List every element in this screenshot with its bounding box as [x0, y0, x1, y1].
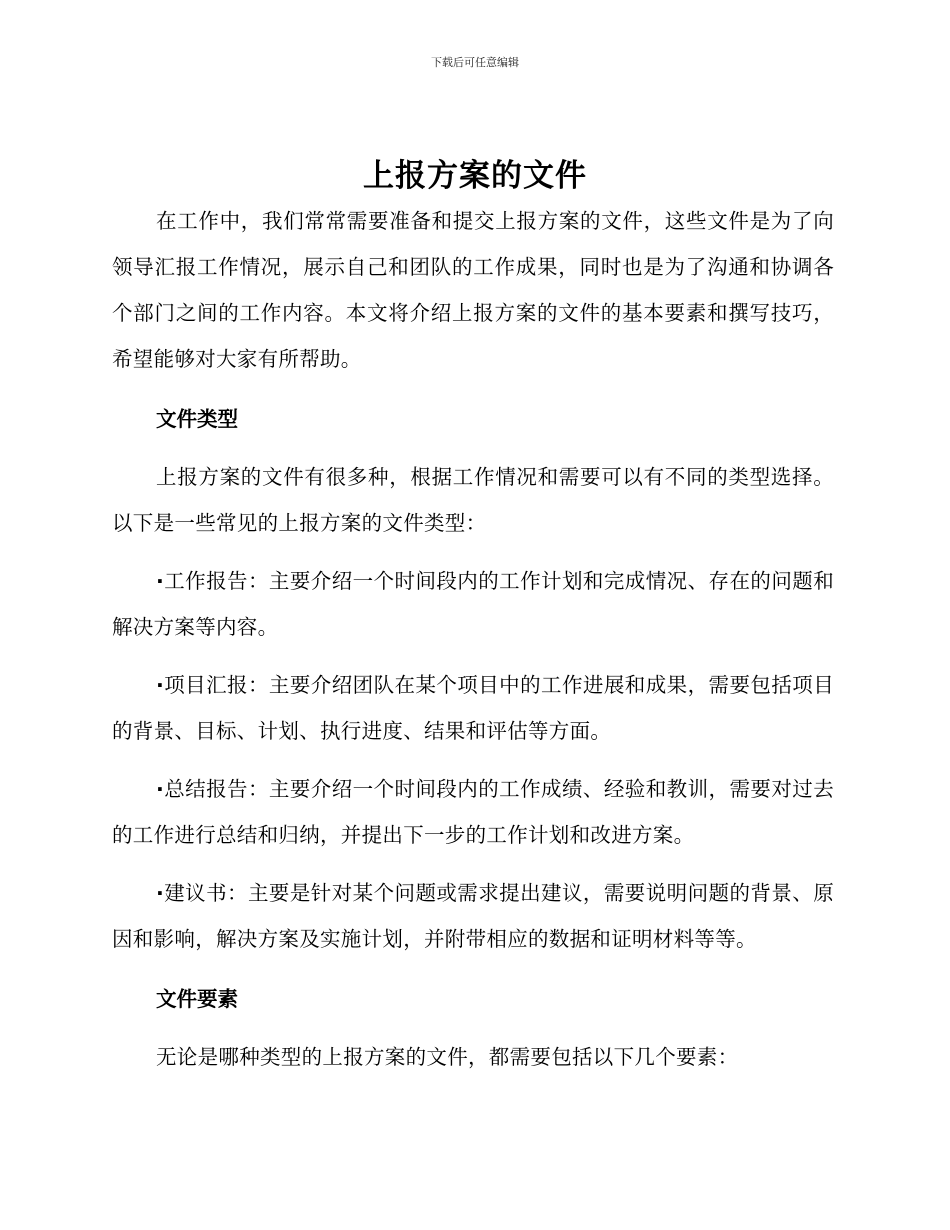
- list-item: [112, 870, 834, 962]
- file-elements-intro: 无论是哪种类型的上报方案的文件，都需要包括以下几个要素：: [156, 1045, 739, 1069]
- document-body: [112, 198, 834, 1080]
- section-heading-file-types: 文件类型: [156, 407, 238, 431]
- list-item-text: 项目汇报：主要介绍团队在某个项目中的工作进展和成果，需要包括项目的背景、目标、计划、执行进度、结果和评估等方面。: [112, 673, 834, 743]
- document-title: 上报方案的文件: [363, 158, 587, 194]
- list-item-text: 工作报告：主要介绍一个时间段内的工作计划和完成情况、存在的问题和解决方案等内容。: [112, 569, 834, 639]
- list-item: [112, 766, 834, 858]
- list-item-text: 建议书：主要是针对某个问题或需求提出建议，需要说明问题的背景、原因和影响，解决方案及实施计划，并附带相应的数据和证明材料等等。: [112, 881, 834, 951]
- bullet-icon: ·: [156, 881, 165, 905]
- list-item: [112, 662, 834, 754]
- intro-paragraph: 在工作中，我们常常需要准备和提交上报方案的文件，这些文件是为了向领导汇报工作情况，展示自己和团队的工作成果，同时也是为了沟通和协调各个部门之间的工作内容。本文将介绍上报方案的文件的基本要素和撰写技巧，希望能够对大家有所帮助。: [112, 209, 834, 371]
- bullet-icon: ·: [156, 569, 165, 593]
- bullet-icon: ·: [156, 777, 165, 801]
- section-heading-file-elements: 文件要素: [156, 987, 238, 1011]
- bullet-icon: ·: [156, 673, 165, 697]
- list-item-text: 总结报告：主要介绍一个时间段内的工作成绩、经验和教训，需要对过去的工作进行总结和归纳，并提出下一步的工作计划和改进方案。: [112, 777, 834, 847]
- file-types-intro: 上报方案的文件有很多种，根据工作情况和需要可以有不同的类型选择。以下是一些常见的上报方案的文件类型：: [112, 465, 834, 535]
- list-item: [112, 558, 834, 650]
- header-note: 下载后可任意编辑: [431, 56, 519, 69]
